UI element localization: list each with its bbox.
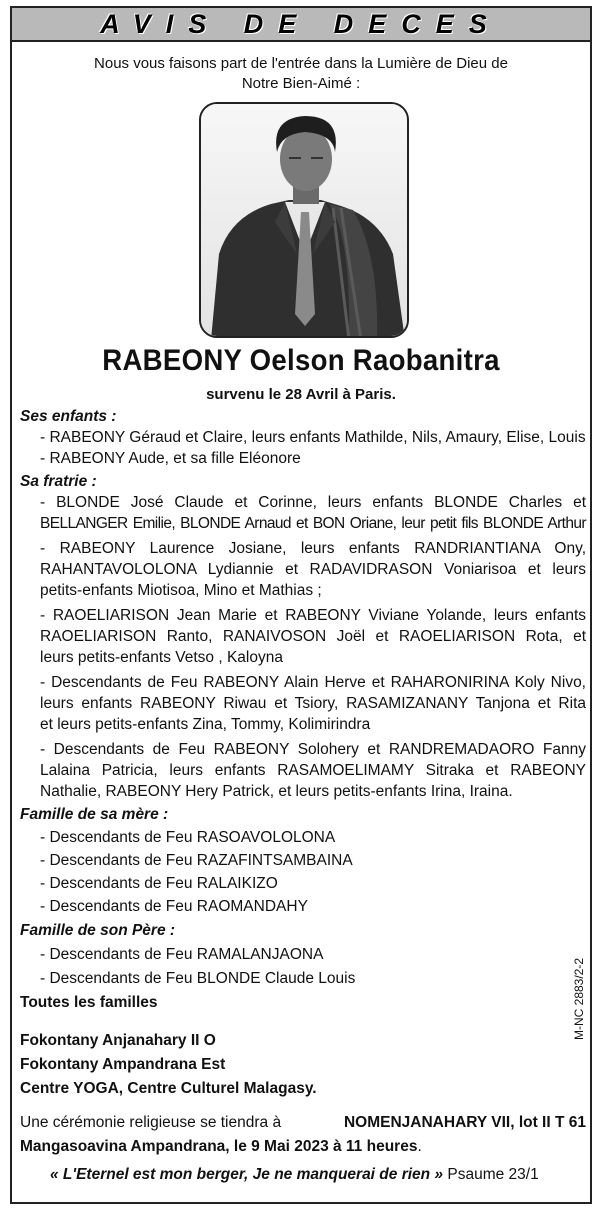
quote-reference: Psaume 23/1	[447, 1166, 539, 1183]
deceased-name: RABEONY Oelson Raobanitra	[102, 344, 500, 377]
portrait-photo	[199, 102, 409, 338]
closing-quote	[50, 1164, 539, 1185]
location-line: Centre YOGA, Centre Culturel Malagasy.	[20, 1080, 317, 1097]
list-item: - RABEONY Géraud et Claire, leurs enfants Mathilde, Nils, Amaury, Elise, Louis	[40, 429, 586, 446]
quote-text: « L'Eternel est mon berger, Je ne manquerai de rien »	[50, 1166, 444, 1183]
ceremony-line-1	[20, 1112, 586, 1133]
list-item: - Descendants de Feu RASOAVOLOLONA	[40, 829, 336, 846]
ceremony-date: Mangasoavina Ampandrana, le 9 Mai 2023 à 11 heures	[20, 1138, 418, 1155]
section-heading-enfants: Ses enfants :	[20, 408, 117, 425]
portrait-image	[201, 104, 409, 338]
list-item: - RABEONY Aude, et sa fille Eléonore	[40, 450, 301, 467]
list-item: RAOELIARISON Ranto, RANAIVOSON Joël et RAOELIARISON Rota, et	[40, 628, 586, 645]
ceremony-location: NOMENJANAHARY VII, lot II T 61	[343, 1114, 586, 1131]
list-item: RAHANTAVOLOLONA Lydiannie et RADAVIDRASON Voniarisoa et leurs	[40, 561, 586, 578]
location-line: Fokontany Ampandrana Est	[20, 1056, 226, 1073]
list-item: Lalaina Patricia, leurs enfants RASAMOELIMAMY Sitraka et RABEONY	[40, 762, 586, 779]
list-item: petits-enfants Miotisoa, Mino et Mathias ;	[40, 582, 322, 599]
list-item: - Descendants de Feu RALAIKIZO	[40, 875, 278, 892]
section-heading-mere: Famille de sa mère :	[20, 806, 169, 823]
ceremony-line-2	[20, 1136, 422, 1157]
intro-line-2: Notre Bien-Aimé :	[241, 75, 361, 92]
intro-line-1: Nous vous faisons part de l'entrée dans la Lumière de Dieu de	[94, 55, 508, 72]
list-item: - RAOELIARISON Jean Marie et RABEONY Viviane Yolande, leurs enfants	[40, 607, 586, 624]
list-item: leurs enfants RABEONY Riwau et Tsiory, RASAMIZANANY Tanjona et Rita	[40, 695, 586, 712]
publication-reference: M-NC 2883/2-2	[572, 957, 586, 1040]
section-heading-fratrie: Sa fratrie :	[20, 473, 97, 490]
list-item: - Descendants de Feu RABEONY Solohery et RANDREMADAORO Fanny	[40, 741, 586, 758]
list-item: - Descendants de Feu BLONDE Claude Louis	[40, 970, 356, 987]
list-item: - Descendants de Feu RABEONY Alain Herve et RAHARONIRINA Koly Nivo,	[40, 674, 586, 691]
list-item: - RABEONY Laurence Josiane, leurs enfants RANDRIANTIANA Ony,	[40, 540, 586, 557]
death-info: survenu le 28 Avril à Paris.	[206, 386, 396, 403]
obituary-notice	[10, 6, 592, 1204]
location-line: Fokontany Anjanahary II O	[20, 1032, 216, 1049]
ceremony-period: .	[417, 1138, 422, 1155]
list-item: - Descendants de Feu RAMALANJAONA	[40, 946, 324, 963]
ceremony-prefix: Une cérémonie religieuse se tiendra à	[20, 1114, 282, 1131]
list-item: - BLONDE José Claude et Corinne, leurs enfants BLONDE Charles et	[40, 494, 586, 511]
list-item: Nathalie, RABEONY Hery Patrick, et leurs petits-enfants Irina, Iraina.	[40, 783, 513, 800]
list-item: et leurs petits-enfants Zina, Tommy, Kolimirindra	[40, 716, 371, 733]
notice-header	[12, 8, 590, 42]
list-item: - Descendants de Feu RAZAFINTSAMBAINA	[40, 852, 353, 869]
list-item: BELLANGER Emilie, BLONDE Arnaud et BON Oriane, leur petit fils BLONDE Arthur	[40, 515, 586, 532]
section-heading-pere: Famille de son Père :	[20, 922, 176, 939]
notice-title: AVIS DE DECES	[100, 8, 502, 39]
list-item: - Descendants de Feu RAOMANDAHY	[40, 898, 308, 915]
list-item: leurs petits-enfants Vetso , Kaloyna	[40, 649, 283, 666]
toutes-familles: Toutes les familles	[20, 994, 158, 1011]
